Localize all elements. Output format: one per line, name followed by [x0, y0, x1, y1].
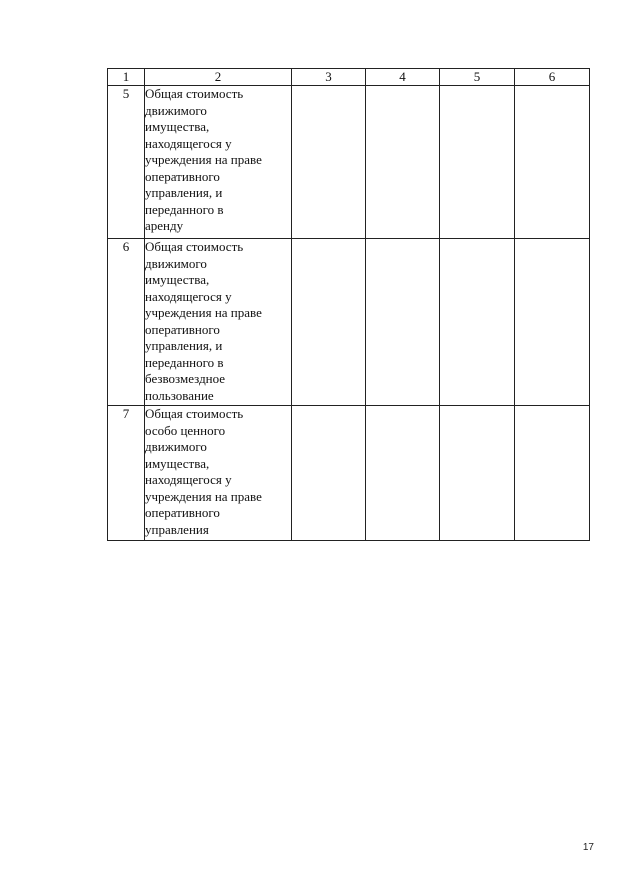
description-line: учреждения на праве: [145, 152, 262, 167]
description-line: учреждения на праве: [145, 305, 262, 320]
description-line: оперативного: [145, 168, 220, 184]
value-cell-col-6: [515, 86, 590, 239]
value-cell-col-5: [440, 406, 515, 541]
row-number: 6: [108, 239, 145, 406]
property-value-table: [107, 68, 590, 541]
value-cell-col-3: [292, 406, 366, 541]
description-line: учреждения на праве: [145, 488, 262, 504]
value-cell-col-5: [440, 86, 515, 239]
header-col-1: 1: [108, 69, 145, 86]
description-line: аренду: [145, 218, 184, 233]
row-number: 5: [108, 86, 145, 239]
description-line: находящегося у: [145, 472, 232, 487]
description-line: имущества,: [145, 455, 210, 471]
description-line: пользование: [145, 387, 214, 403]
table-row: [108, 86, 590, 239]
description-line: движимого: [145, 255, 207, 271]
value-cell-col-4: [366, 86, 440, 239]
description-line: безвозмездное: [145, 371, 226, 386]
header-col-4: 4: [366, 69, 440, 86]
description-line: оперативного: [145, 321, 220, 337]
description-line: управления, и: [145, 338, 223, 353]
value-cell-col-6: [515, 406, 590, 541]
header-col-5: 5: [440, 69, 515, 86]
value-cell-col-4: [366, 239, 440, 406]
table-header-row: [108, 69, 590, 86]
value-cell-col-3: [292, 239, 366, 406]
row-description: [145, 406, 292, 541]
row-number: 7: [108, 406, 145, 541]
value-cell-col-5: [440, 239, 515, 406]
value-cell-col-3: [292, 86, 366, 239]
description-line: находящегося у: [145, 288, 232, 304]
row-description: [145, 86, 292, 239]
header-col-3: 3: [292, 69, 366, 86]
description-line: Общая стоимость: [145, 406, 244, 421]
description-line: переданного в: [145, 354, 224, 370]
description-line: особо ценного: [145, 422, 226, 438]
description-line: переданного в: [145, 201, 224, 217]
description-line: Общая стоимость: [145, 239, 244, 254]
description-line: управления, и: [145, 185, 223, 200]
header-col-6: 6: [515, 69, 590, 86]
description-line: управления: [145, 521, 209, 537]
row-description: [145, 239, 292, 406]
description-line: имущества,: [145, 119, 210, 134]
table-row: [108, 239, 590, 406]
value-cell-col-6: [515, 239, 590, 406]
value-cell-col-4: [366, 406, 440, 541]
description-line: движимого: [145, 102, 207, 118]
table-row: [108, 406, 590, 541]
description-line: оперативного: [145, 505, 220, 520]
header-col-2: 2: [145, 69, 292, 86]
description-line: движимого: [145, 439, 207, 454]
description-line: Общая стоимость: [145, 86, 244, 101]
description-line: находящегося у: [145, 135, 232, 151]
page-number: 17: [582, 842, 594, 853]
description-line: имущества,: [145, 272, 210, 287]
